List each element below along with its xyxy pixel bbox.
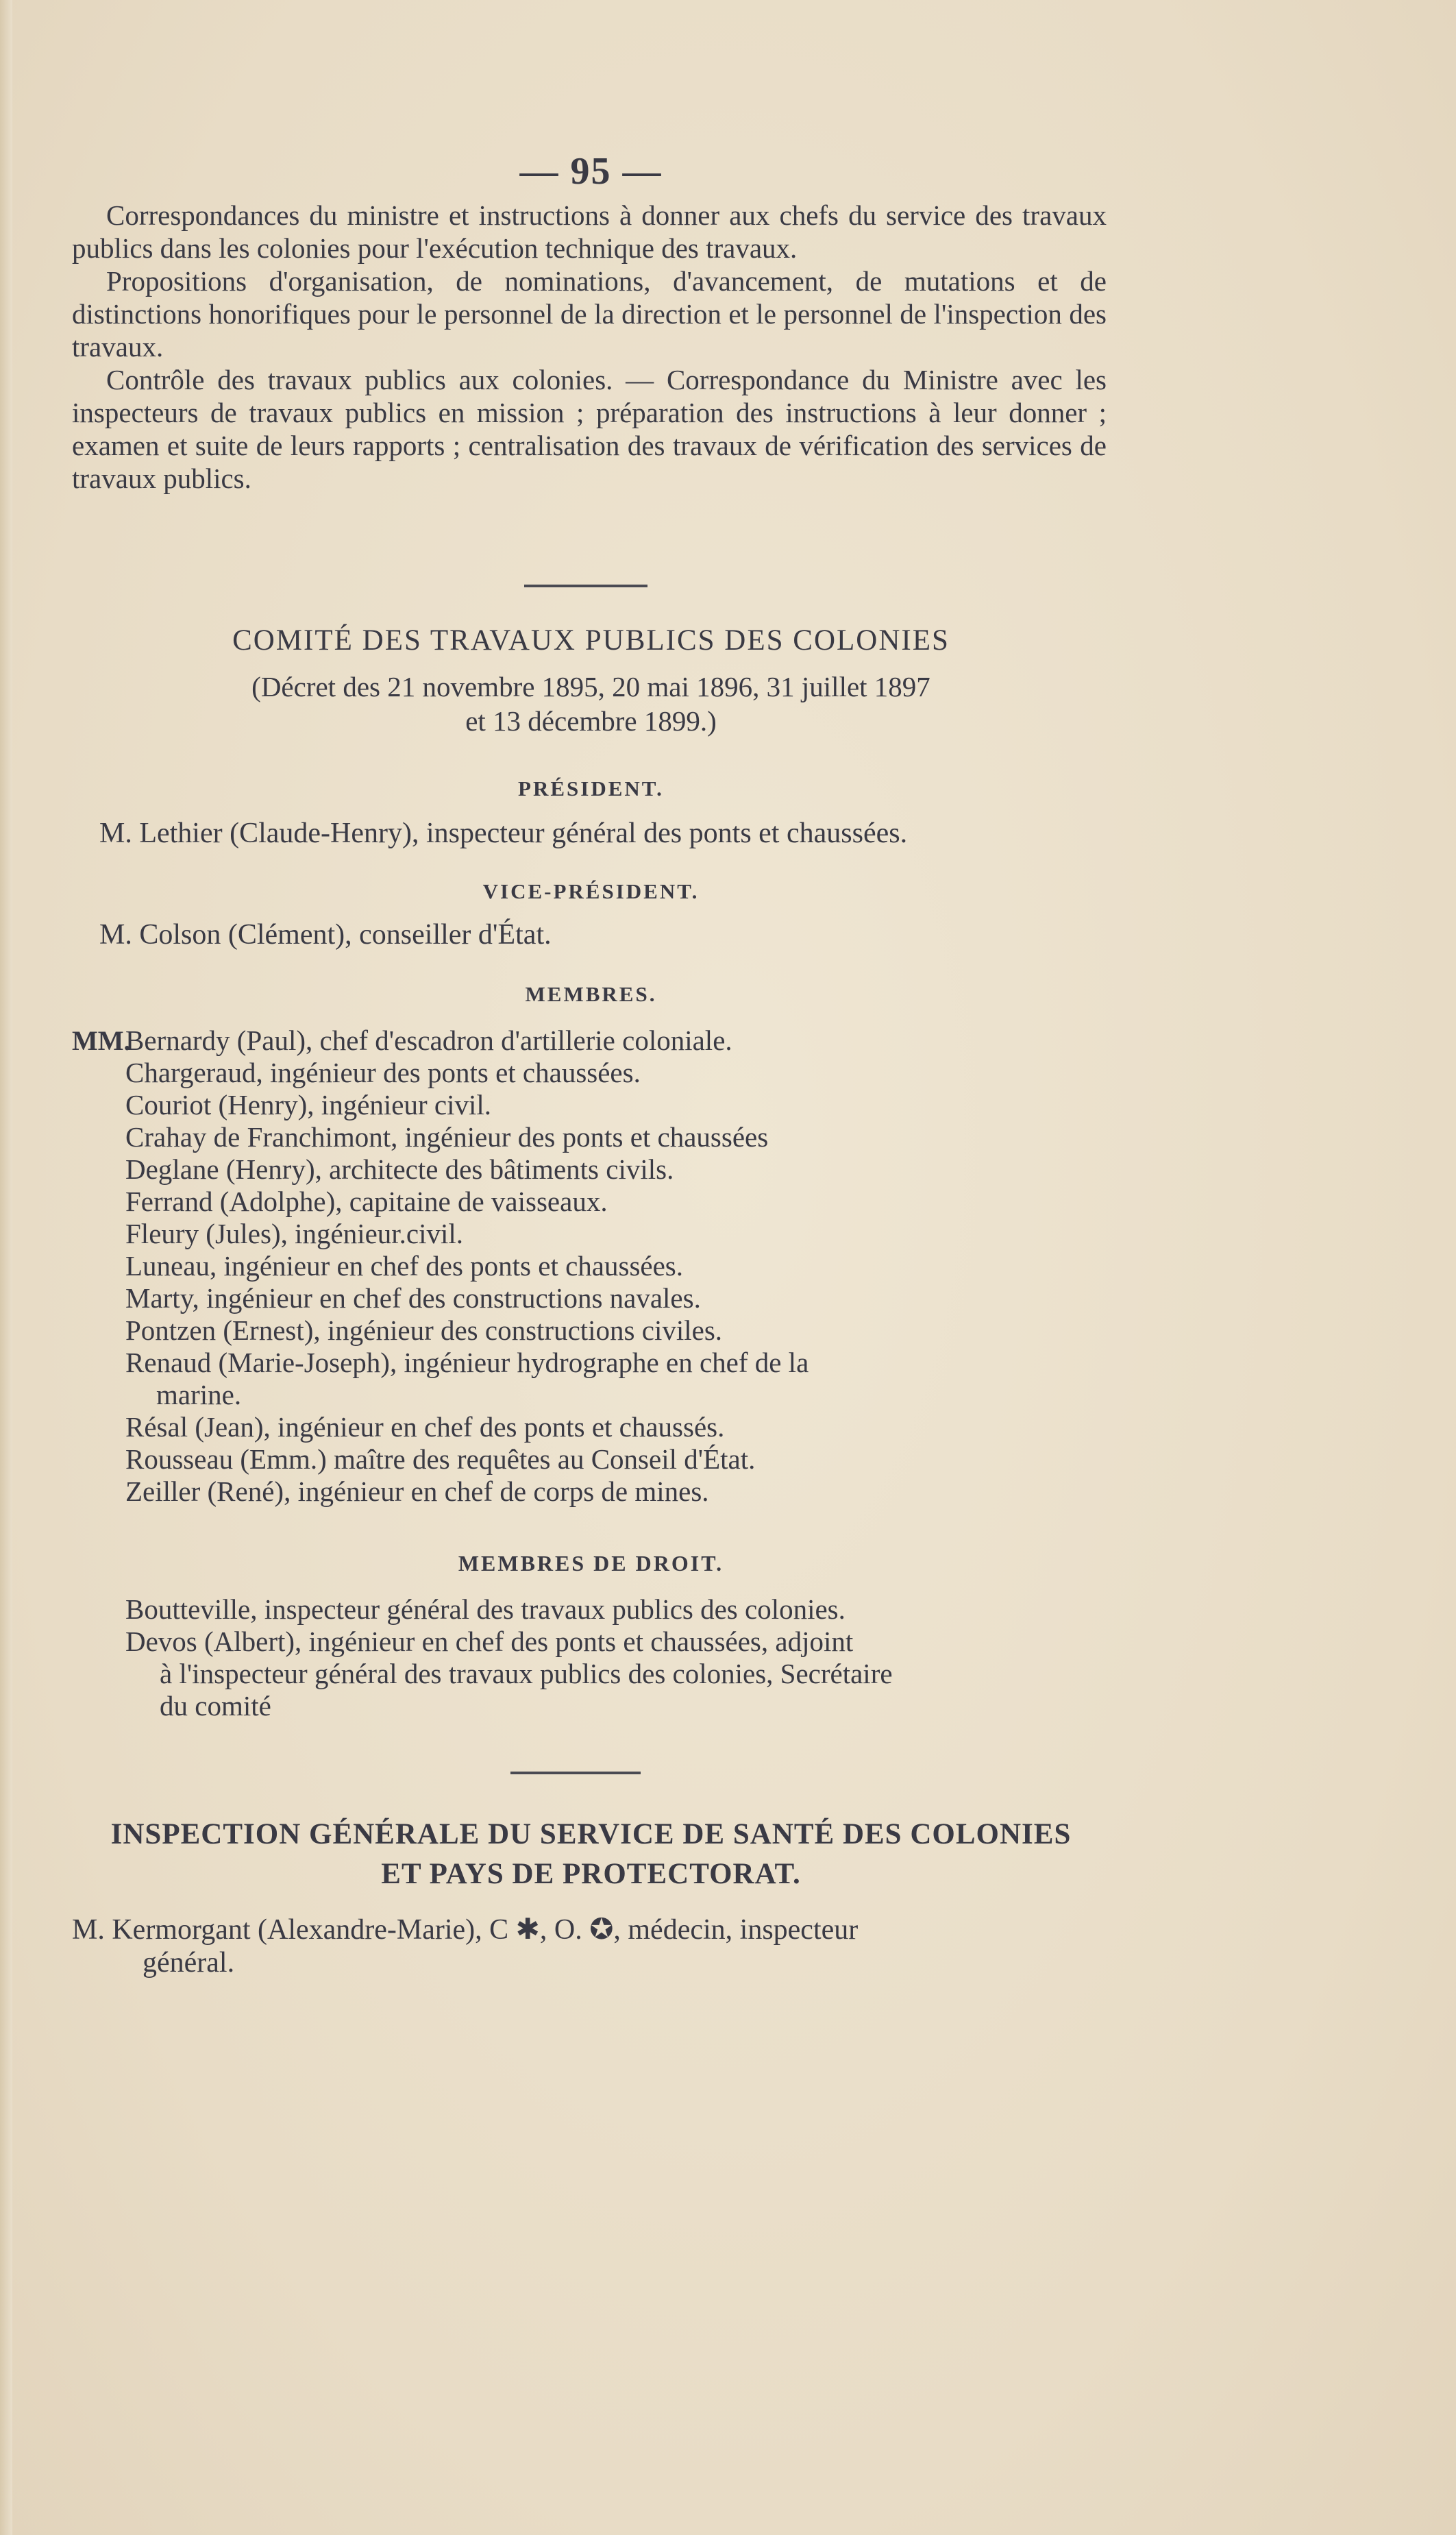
list-item: Devos (Albert), ingénieur en chef des ponts et chaussées, adjoint <box>125 1626 854 1657</box>
intro-text <box>72 199 1107 495</box>
health-title-line-1: INSPECTION GÉNÉRALE DU SERVICE DE SANTÉ DES COLONIES <box>110 1818 1072 1850</box>
ex-officio-list <box>125 1593 1098 1722</box>
committee-title: COMITÉ DES TRAVAUX PUBLICS DES COLONIES <box>232 624 950 657</box>
list-item-continuation: marine. <box>156 1379 242 1410</box>
list-item: Bernardy (Paul), chef d'escadron d'artillerie coloniale. <box>125 1025 732 1056</box>
president-heading: PRÉSIDENT. <box>518 776 664 800</box>
vice-president-entry: M. Colson (Clément), conseiller d'État. <box>99 919 552 951</box>
ex-officio-heading: MEMBRES DE DROIT. <box>458 1551 724 1576</box>
members-heading: MEMBRES. <box>525 982 657 1006</box>
list-item: Pontzen (Ernest), ingénieur des constructions civiles. <box>125 1314 723 1346</box>
list-item: Couriot (Henry), ingénieur civil. <box>125 1089 492 1120</box>
list-item-continuation: du comité <box>160 1690 271 1722</box>
list-item: Chargeraud, ingénieur des ponts et chaussées. <box>125 1057 641 1088</box>
members-list <box>125 1025 1098 1508</box>
list-item: Marty, ingénieur en chef des constructions navales. <box>125 1282 701 1314</box>
health-entry-line-2: général. <box>143 1947 235 1979</box>
list-item: Renaud (Marie-Joseph), ingénieur hydrographe en chef de la <box>125 1347 809 1378</box>
decree-line-1: (Décret des 21 novembre 1895, 20 mai 1896, 31 juillet 1897 <box>251 671 930 702</box>
list-item-continuation: à l'inspecteur général des travaux publics des colonies, Secrétaire <box>160 1658 893 1689</box>
list-item: Boutteville, inspecteur général des travaux publics des colonies. <box>125 1593 846 1625</box>
intro-paragraph-2: Propositions d'organisation, de nominations, d'avancement, de mutations et de distinctions honorifiques pour le personnel de la direction et le personnel de l'inspection des travaux. <box>72 265 1107 363</box>
list-item: Ferrand (Adolphe), capitaine de vaisseaux. <box>125 1186 608 1217</box>
list-item: Deglane (Henry), architecte des bâtiments civils. <box>125 1153 674 1185</box>
intro-paragraph-3: Contrôle des travaux publics aux colonies. — Correspondance du Ministre avec les inspecteurs de travaux publics en mission ; préparation des instructions à leur donner ; examen et suite de leurs rapports ; centralisation des travaux de vérification des services de travaux publics. <box>72 364 1107 494</box>
members-prefix: MM. <box>72 1025 131 1056</box>
decree-line-2: et 13 décembre 1899.) <box>465 705 717 737</box>
divider-2 <box>510 1772 641 1774</box>
list-item: Résal (Jean), ingénieur en chef des ponts et chaussés. <box>125 1411 725 1443</box>
health-title-line-2: ET PAYS DE PROTECTORAT. <box>381 1858 801 1890</box>
list-item: Luneau, ingénieur en chef des ponts et chaussées. <box>125 1250 684 1282</box>
vice-president-heading: VICE-PRÉSIDENT. <box>482 879 700 903</box>
president-entry: M. Lethier (Claude-Henry), inspecteur général des ponts et chaussées. <box>99 818 908 849</box>
page-edge <box>0 0 12 2535</box>
list-item: Fleury (Jules), ingénieur.civil. <box>125 1218 464 1249</box>
list-item: Zeiller (René), ingénieur en chef de corps de mines. <box>125 1475 709 1507</box>
list-item: Rousseau (Emm.) maître des requêtes au Conseil d'État. <box>125 1443 756 1475</box>
page-number: — 95 — <box>519 150 663 193</box>
health-entry-line-1: M. Kermorgant (Alexandre-Marie), C ✱, O. ✪, médecin, inspecteur <box>72 1914 859 1946</box>
intro-paragraph-1: Correspondances du ministre et instructions à donner aux chefs du service des travaux publics dans les colonies pour l'exécution technique des travaux. <box>72 199 1107 264</box>
divider-1 <box>524 585 647 587</box>
list-item: Crahay de Franchimont, ingénieur des ponts et chaussées <box>125 1121 769 1153</box>
